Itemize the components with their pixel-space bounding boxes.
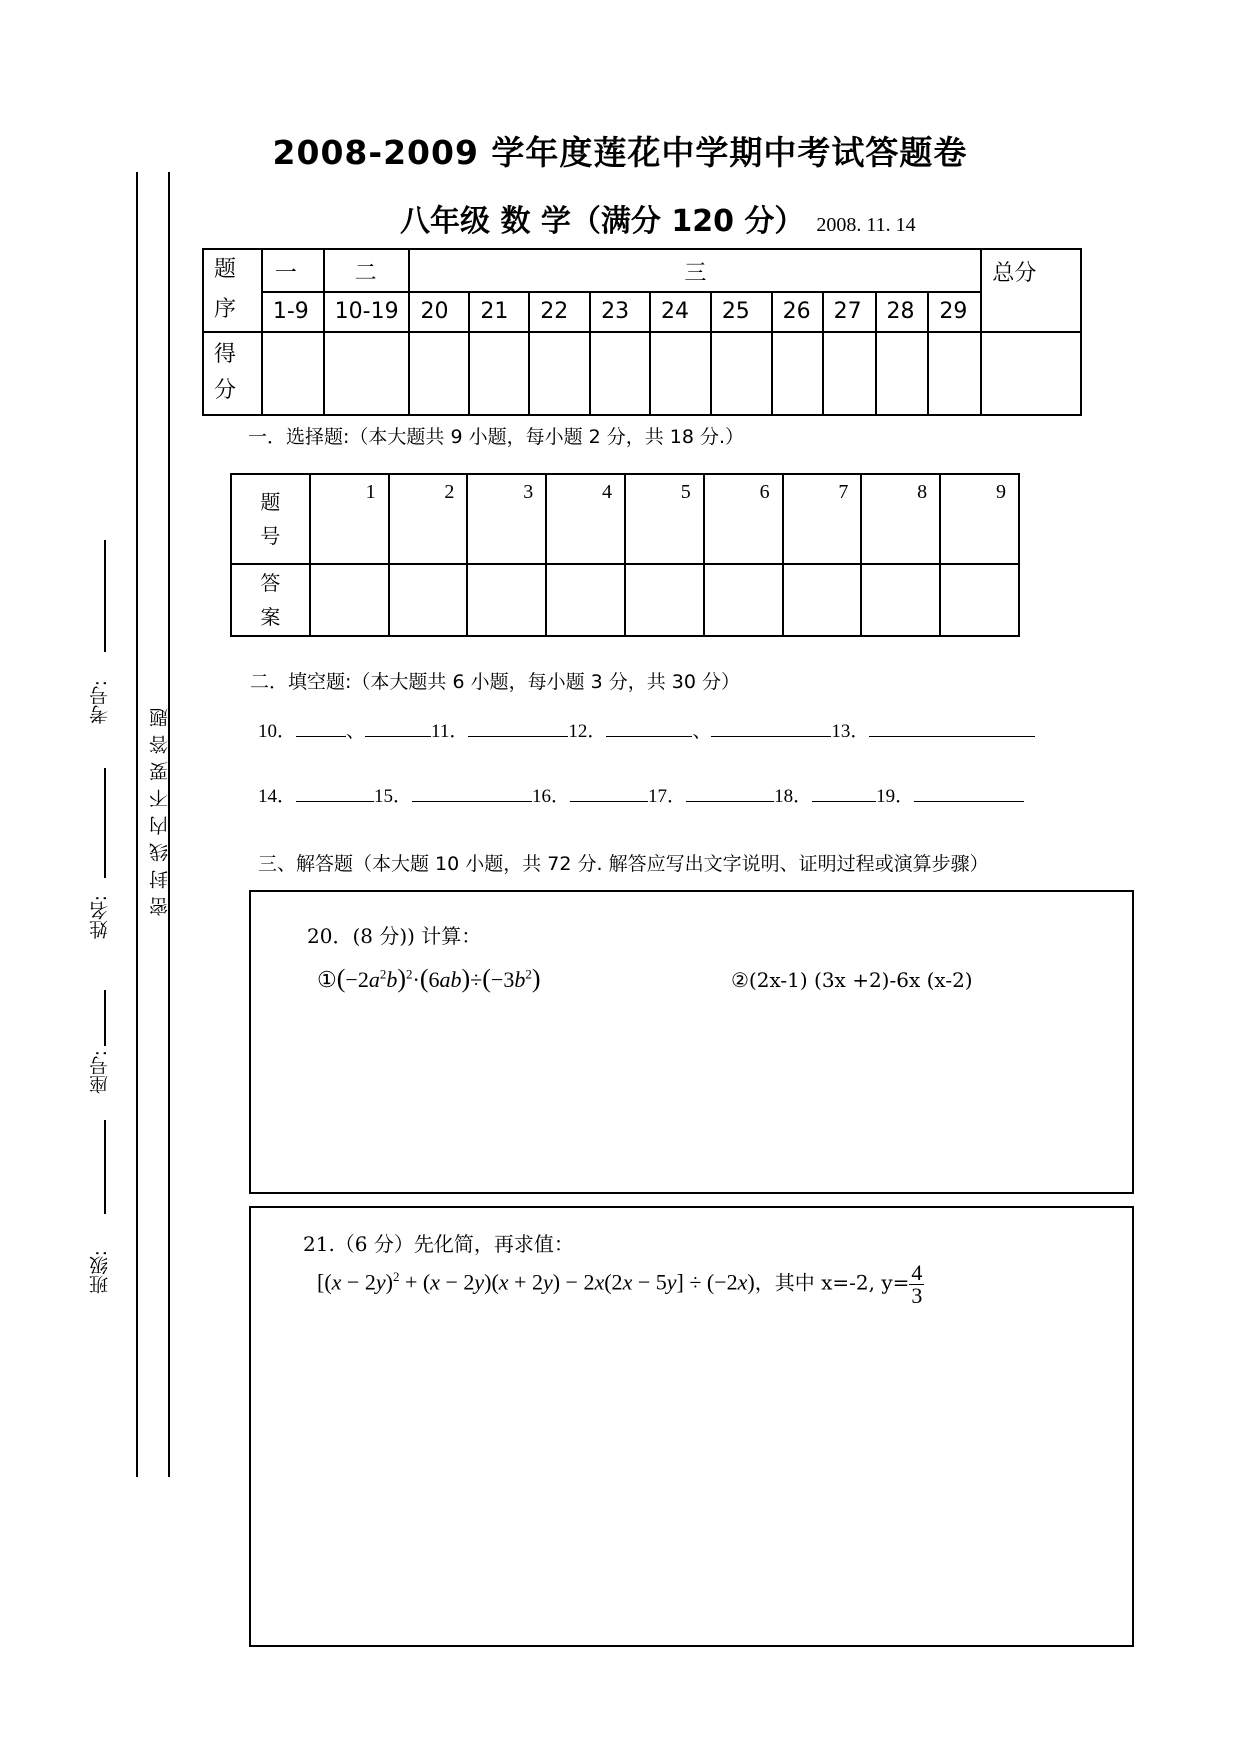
- q-num: 26: [772, 292, 823, 332]
- frac-denominator: 3: [911, 1283, 923, 1308]
- q-num: 28: [876, 292, 929, 332]
- seal-notice: 密封线内不要答题: [149, 700, 171, 916]
- blank-line[interactable]: [686, 783, 774, 802]
- q-num: 23: [590, 292, 650, 332]
- blank-line[interactable]: [570, 783, 648, 802]
- label-char: 题: [260, 490, 281, 514]
- blank-line[interactable]: [812, 783, 876, 802]
- blank-line[interactable]: [606, 718, 692, 737]
- circled-one: ①: [317, 967, 337, 992]
- answer-cell[interactable]: [625, 564, 704, 636]
- score-cell[interactable]: [529, 332, 590, 415]
- blank-line[interactable]: [412, 783, 532, 802]
- exam-no-label: 考号:: [89, 680, 111, 725]
- group2-label: 二: [324, 249, 410, 292]
- fill-row-1: [258, 716, 1035, 743]
- answer-cell[interactable]: [783, 564, 862, 636]
- blank-label: 13．: [831, 721, 870, 742]
- q21-answer-box[interactable]: [249, 1206, 1134, 1647]
- seat-label: 座号:: [89, 1050, 111, 1095]
- blank-label: 14．: [258, 786, 297, 807]
- score-cell[interactable]: [469, 332, 529, 415]
- q20-label: 20．(8 分)) 计算：: [307, 924, 482, 948]
- blank-label: 15．: [374, 786, 413, 807]
- choice-num: 3: [467, 474, 546, 564]
- row-label-order: [203, 249, 262, 332]
- q-num: 29: [928, 292, 981, 332]
- blank-line[interactable]: [711, 718, 831, 737]
- label-char: 号: [260, 524, 281, 548]
- q21-condition: ，其中 x=-2, y=: [754, 1270, 910, 1295]
- blank-line[interactable]: [296, 783, 374, 802]
- score-cell[interactable]: [823, 332, 876, 415]
- label-char: 答: [260, 571, 281, 595]
- answer-cell[interactable]: [940, 564, 1019, 636]
- choice-a-label: [231, 564, 310, 636]
- score-cell[interactable]: [262, 332, 324, 415]
- frac-numerator: 4: [911, 1260, 923, 1285]
- answer-cell[interactable]: [546, 564, 625, 636]
- label-char: 案: [260, 605, 281, 629]
- class-label: 班级:: [89, 1250, 111, 1295]
- q20-answer-box[interactable]: [249, 890, 1134, 1194]
- choice-table: [230, 473, 1020, 637]
- row-label-char: 序: [214, 297, 237, 322]
- blank-label: 10．: [258, 721, 297, 742]
- section1-heading: 一．选择题:（本大题共 9 小题，每小题 2 分，共 18 分.）: [248, 426, 745, 448]
- answer-cell[interactable]: [310, 564, 389, 636]
- fill-row-2: [258, 781, 1024, 808]
- choice-num: 6: [704, 474, 783, 564]
- q20-part1: $①(-2a^2b)^2\cdot(6ab)\div(-3b^2)$: [317, 964, 541, 993]
- name-label: 姓名:: [89, 895, 111, 940]
- q21-label: 21.（6 分）先化简，再求值：: [303, 1232, 574, 1256]
- group1-label: 一: [262, 249, 324, 292]
- answer-cell[interactable]: [861, 564, 940, 636]
- section2-heading: 二．填空题:（本大题共 6 小题，每小题 3 分，共 30 分）: [250, 671, 740, 693]
- q-num: 21: [469, 292, 529, 332]
- blank-label: 17．: [648, 786, 687, 807]
- score-cell[interactable]: [772, 332, 823, 415]
- choice-num: 9: [940, 474, 1019, 564]
- choice-num: 4: [546, 474, 625, 564]
- binding-line-outer: [136, 172, 138, 1477]
- score-cell[interactable]: [711, 332, 772, 415]
- score-cell[interactable]: [928, 332, 981, 415]
- answer-cell[interactable]: [467, 564, 546, 636]
- answer-cell[interactable]: [704, 564, 783, 636]
- blank-line[interactable]: [365, 718, 431, 737]
- q-num: 20: [409, 292, 469, 332]
- q-num: 27: [823, 292, 876, 332]
- choice-num: 5: [625, 474, 704, 564]
- q-num: 22: [529, 292, 590, 332]
- fraction-four-thirds: [909, 1262, 924, 1307]
- name-line[interactable]: [104, 768, 106, 878]
- row-label-char: 得: [214, 341, 237, 367]
- row-label-char: 分: [214, 377, 237, 403]
- choice-q-label: [231, 474, 310, 564]
- score-table: [202, 248, 1082, 416]
- blank-line[interactable]: [869, 718, 1035, 737]
- group2-range: 10-19: [324, 292, 410, 332]
- subtitle-text: 八年级 数 学（满分 120 分）: [400, 204, 805, 239]
- exam-title: 2008-2009 学年度莲花中学期中考试答题卷: [272, 133, 968, 172]
- blank-label: 11．: [431, 721, 469, 742]
- exam-subtitle: [400, 196, 916, 240]
- row-label-char: 题: [214, 257, 237, 282]
- blank-line[interactable]: [914, 783, 1024, 802]
- section3-heading: 三、解答题（本大题 10 小题，共 72 分. 解答应写出文字说明、证明过程或演算步骤）: [258, 853, 989, 875]
- group1-range: 1-9: [262, 292, 324, 332]
- class-line[interactable]: [104, 1120, 106, 1214]
- exam-no-line[interactable]: [104, 540, 106, 652]
- q-num: 24: [650, 292, 711, 332]
- seat-line[interactable]: [104, 990, 106, 1046]
- blank-label: 12．: [568, 721, 607, 742]
- row-label-score: [203, 332, 262, 415]
- score-cell[interactable]: [981, 332, 1081, 415]
- blank-label: 、: [346, 721, 366, 742]
- choice-num: 7: [783, 474, 862, 564]
- choice-num: 2: [389, 474, 468, 564]
- score-cell[interactable]: [409, 332, 469, 415]
- score-cell[interactable]: [324, 332, 410, 415]
- score-cell[interactable]: [876, 332, 929, 415]
- blank-line[interactable]: [296, 718, 346, 737]
- blank-line[interactable]: [468, 718, 568, 737]
- exam-date: 2008. 11. 14: [816, 214, 916, 236]
- score-cell[interactable]: [590, 332, 650, 415]
- q-num: 25: [711, 292, 772, 332]
- choice-num: 8: [861, 474, 940, 564]
- q20-part2: ②(2x-1) (3x +2)-6x (x-2): [731, 968, 973, 992]
- group3-label: 三: [409, 249, 981, 292]
- score-cell[interactable]: [650, 332, 711, 415]
- choice-num: 1: [310, 474, 389, 564]
- blank-label: 19．: [876, 786, 915, 807]
- q21-expression: [$(x - 2y)^2 + (x - 2y)(x + 2y) - 2x(2x - 5y] \div (-2x)$，其中 x=-2, y= $\frac{4}{3}$: [317, 1260, 923, 1308]
- total-label: 总分: [981, 249, 1081, 332]
- answer-cell[interactable]: [389, 564, 468, 636]
- blank-label: 16．: [532, 786, 571, 807]
- blank-label: 18．: [774, 786, 813, 807]
- blank-label: 、: [692, 721, 712, 742]
